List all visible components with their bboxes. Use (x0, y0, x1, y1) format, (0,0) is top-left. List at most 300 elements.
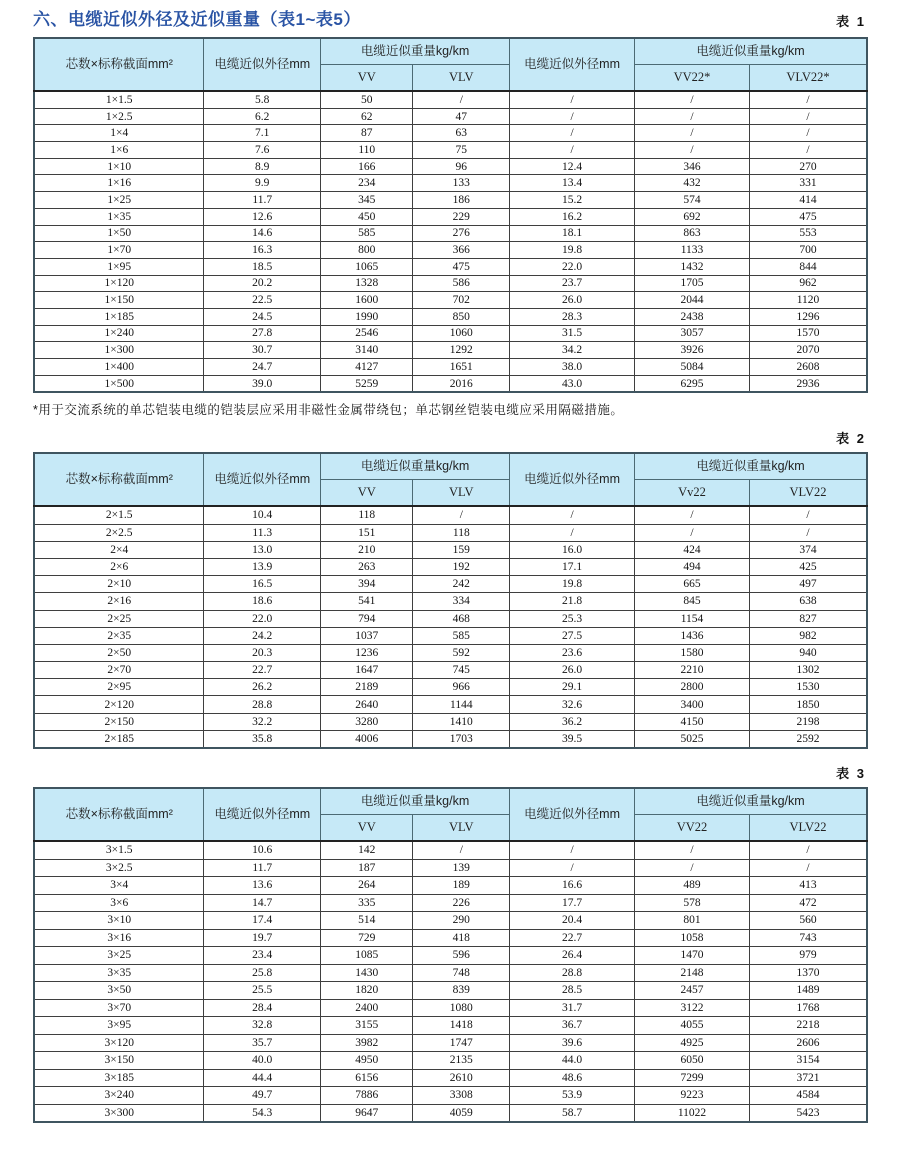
table-cell: 19.8 (510, 242, 635, 259)
table-cell: 839 (413, 982, 510, 1000)
table-cell: 18.5 (204, 258, 321, 275)
table-cell: 16.5 (204, 576, 321, 593)
table-cell: 54.3 (204, 1104, 321, 1122)
table-row (34, 108, 867, 125)
table-cell: 2×6 (34, 558, 204, 575)
table-cell: 26.0 (510, 292, 635, 309)
table-cell: 1436 (635, 627, 750, 644)
table-cell: 3122 (635, 999, 750, 1017)
table-cell: 1133 (635, 242, 750, 259)
cable-table-2 (33, 452, 868, 749)
col-subheader-vlv22: VLV22 (750, 480, 868, 507)
table-cell: / (635, 841, 750, 859)
table-cell: 3×25 (34, 947, 204, 965)
col-header-od: 电缆近似外径mm (204, 453, 321, 506)
table-cell: 2×1.5 (34, 506, 204, 524)
table-cell: 1×95 (34, 258, 204, 275)
table-cell: 2800 (635, 679, 750, 696)
table-cell: 133 (413, 175, 510, 192)
table-cell: 743 (750, 929, 868, 947)
table-cell: 39.0 (204, 375, 321, 392)
table-cell: 2546 (321, 325, 413, 342)
table-cell: 2×50 (34, 644, 204, 661)
table-cell: 31.5 (510, 325, 635, 342)
table-cell: 1430 (321, 964, 413, 982)
table-cell: 166 (321, 158, 413, 175)
table2-label-row (33, 428, 868, 448)
table-cell: 20.3 (204, 644, 321, 661)
table-row (34, 192, 867, 209)
table-cell: 394 (321, 576, 413, 593)
table-row (34, 142, 867, 159)
table-cell: 1418 (413, 1017, 510, 1035)
table-row (34, 964, 867, 982)
table-cell: 1×185 (34, 308, 204, 325)
table-cell: 3×4 (34, 877, 204, 895)
col-subheader-vlv: VLV (413, 815, 510, 842)
table-cell: 1292 (413, 342, 510, 359)
table-cell: / (510, 142, 635, 159)
table-row (34, 877, 867, 895)
table-row (34, 375, 867, 392)
title-row (33, 5, 868, 30)
table-cell: / (635, 108, 750, 125)
table-cell: 3×35 (34, 964, 204, 982)
table-cell: 982 (750, 627, 868, 644)
table-row (34, 275, 867, 292)
table-cell: 1×120 (34, 275, 204, 292)
table-cell: 1×400 (34, 359, 204, 376)
table-cell: 1647 (321, 662, 413, 679)
table-cell: 11.7 (204, 192, 321, 209)
table-cell: 702 (413, 292, 510, 309)
table-cell: 827 (750, 610, 868, 627)
table-cell: 32.2 (204, 713, 321, 730)
table-cell: 22.5 (204, 292, 321, 309)
table-cell: 9.9 (204, 175, 321, 192)
table-cell: 263 (321, 558, 413, 575)
table-cell: 374 (750, 541, 868, 558)
table-cell: 472 (750, 894, 868, 912)
table-cell: 40.0 (204, 1052, 321, 1070)
table-cell: 592 (413, 644, 510, 661)
table-cell: 1144 (413, 696, 510, 713)
col-subheader-vv: VV (321, 815, 413, 842)
table-cell: 23.6 (510, 644, 635, 661)
table3-label: 表 3 (836, 766, 866, 781)
table-cell: 7299 (635, 1069, 750, 1087)
table-cell: 1432 (635, 258, 750, 275)
table-cell: / (750, 108, 868, 125)
table-cell: 17.1 (510, 558, 635, 575)
table-cell: 24.2 (204, 627, 321, 644)
table-cell: 5.8 (204, 91, 321, 108)
table-cell: 28.3 (510, 308, 635, 325)
table-cell: 1370 (750, 964, 868, 982)
table-cell: 3×10 (34, 912, 204, 930)
table-row (34, 593, 867, 610)
cable-table-3 (33, 787, 868, 1123)
table-cell: 13.9 (204, 558, 321, 575)
table-cell: 5025 (635, 730, 750, 748)
table-cell: / (510, 125, 635, 142)
table-cell: 15.2 (510, 192, 635, 209)
table-cell: 596 (413, 947, 510, 965)
table-cell: 139 (413, 859, 510, 877)
table-cell: 979 (750, 947, 868, 965)
table-cell: / (510, 506, 635, 524)
table-cell: / (413, 91, 510, 108)
table-cell: 3×2.5 (34, 859, 204, 877)
table-cell: 3×6 (34, 894, 204, 912)
table-cell: 1768 (750, 999, 868, 1017)
table-cell: 3×50 (34, 982, 204, 1000)
table-cell: / (510, 108, 635, 125)
table-cell: 3×300 (34, 1104, 204, 1122)
table-cell: / (510, 859, 635, 877)
table-cell: / (750, 841, 868, 859)
table-cell: 22.7 (510, 929, 635, 947)
table-cell: 3721 (750, 1069, 868, 1087)
table-cell: 1×240 (34, 325, 204, 342)
table-cell: 2608 (750, 359, 868, 376)
table-row (34, 610, 867, 627)
col-subheader-vv: VV (321, 480, 413, 507)
table-cell: 47 (413, 108, 510, 125)
table-cell: / (510, 524, 635, 541)
table-cell: 1990 (321, 308, 413, 325)
table-cell: 21.8 (510, 593, 635, 610)
table-cell: 26.0 (510, 662, 635, 679)
table-row (34, 1017, 867, 1035)
table-cell: 234 (321, 175, 413, 192)
table-cell: 1×150 (34, 292, 204, 309)
table-cell: 2070 (750, 342, 868, 359)
table-cell: 1×10 (34, 158, 204, 175)
table-cell: 20.2 (204, 275, 321, 292)
table-cell: 1530 (750, 679, 868, 696)
table-cell: 334 (413, 593, 510, 610)
table-row (34, 1087, 867, 1105)
table-cell: 2610 (413, 1069, 510, 1087)
table-cell: 1296 (750, 308, 868, 325)
table-cell: 1×4 (34, 125, 204, 142)
table-cell: 8.9 (204, 158, 321, 175)
table-cell: 475 (750, 208, 868, 225)
table-cell: 1600 (321, 292, 413, 309)
cable-table-1 (33, 37, 868, 393)
table-cell: 3×16 (34, 929, 204, 947)
col-subheader-vlv: VLV (413, 480, 510, 507)
table-cell: 1058 (635, 929, 750, 947)
table-cell: 3400 (635, 696, 750, 713)
table-cell: 2189 (321, 679, 413, 696)
table-cell: 1470 (635, 947, 750, 965)
table-header (34, 38, 867, 91)
table-body (34, 506, 867, 748)
table-cell: 87 (321, 125, 413, 142)
table-cell: 39.6 (510, 1034, 635, 1052)
col-header-od: 电缆近似外径mm (204, 788, 321, 841)
table-row (34, 258, 867, 275)
table-cell: 4925 (635, 1034, 750, 1052)
table1-footnote: *用于交流系统的单芯铠装电缆的铠装层应采用非磁性金属带绕包；单芯钢丝铠装电缆应采用隔磁措施。 (33, 403, 624, 418)
col-subheader-vlv22: VLV22* (750, 65, 868, 92)
table-cell: 2×120 (34, 696, 204, 713)
table-cell: 7886 (321, 1087, 413, 1105)
table-cell: 3×150 (34, 1052, 204, 1070)
table-cell: 2210 (635, 662, 750, 679)
table-cell: 2×2.5 (34, 524, 204, 541)
table-row (34, 1052, 867, 1070)
table-cell: 48.6 (510, 1069, 635, 1087)
table-cell: 28.8 (510, 964, 635, 982)
table-cell: 16.2 (510, 208, 635, 225)
table-cell: 1×1.5 (34, 91, 204, 108)
table-cell: 6.2 (204, 108, 321, 125)
table-cell: 468 (413, 610, 510, 627)
table-cell: 850 (413, 308, 510, 325)
col-header-weight: 电缆近似重量kg/km (321, 788, 510, 815)
table-cell: 3280 (321, 713, 413, 730)
table-cell: 14.7 (204, 894, 321, 912)
col-header-weight2: 电缆近似重量kg/km (635, 453, 867, 480)
col-header-weight2: 电缆近似重量kg/km (635, 788, 867, 815)
table-cell: 19.7 (204, 929, 321, 947)
table-cell: 541 (321, 593, 413, 610)
table-cell: 2×4 (34, 541, 204, 558)
table-cell: 12.6 (204, 208, 321, 225)
table-row (34, 208, 867, 225)
table-cell: 5084 (635, 359, 750, 376)
table-row (34, 999, 867, 1017)
table-row (34, 1034, 867, 1052)
table-row (34, 662, 867, 679)
table-row (34, 524, 867, 541)
table-cell: 414 (750, 192, 868, 209)
table-cell: 9647 (321, 1104, 413, 1122)
table-cell: 497 (750, 576, 868, 593)
table-cell: 30.7 (204, 342, 321, 359)
table-cell: 2×35 (34, 627, 204, 644)
table-cell: 11.7 (204, 859, 321, 877)
table-cell: 748 (413, 964, 510, 982)
table-cell: 424 (635, 541, 750, 558)
table-row (34, 713, 867, 730)
table-row (34, 644, 867, 661)
table-cell: 23.4 (204, 947, 321, 965)
table-cell: 22.7 (204, 662, 321, 679)
table-cell: 1×25 (34, 192, 204, 209)
table-row (34, 841, 867, 859)
table-row (34, 947, 867, 965)
table-cell: 1580 (635, 644, 750, 661)
table-cell: 63 (413, 125, 510, 142)
table-cell: 43.0 (510, 375, 635, 392)
table-cell: 801 (635, 912, 750, 930)
col-header-weight: 电缆近似重量kg/km (321, 38, 510, 65)
table-cell: 14.6 (204, 225, 321, 242)
table-cell: 28.4 (204, 999, 321, 1017)
table-cell: 26.4 (510, 947, 635, 965)
table-cell: 560 (750, 912, 868, 930)
table-cell: 17.7 (510, 894, 635, 912)
table-cell: 4127 (321, 359, 413, 376)
table-cell: 118 (413, 524, 510, 541)
table-header (34, 788, 867, 841)
col-header-weight2: 电缆近似重量kg/km (635, 38, 867, 65)
table-cell: 1120 (750, 292, 868, 309)
table-cell: / (750, 142, 868, 159)
table-cell: 1651 (413, 359, 510, 376)
table-cell: 210 (321, 541, 413, 558)
table-cell: 36.7 (510, 1017, 635, 1035)
table-cell: 638 (750, 593, 868, 610)
table-cell: 2606 (750, 1034, 868, 1052)
table-cell: 110 (321, 142, 413, 159)
table-cell: 7.1 (204, 125, 321, 142)
header-row-1 (34, 788, 867, 815)
table-cell: 586 (413, 275, 510, 292)
table-cell: 34.2 (510, 342, 635, 359)
table-cell: 2218 (750, 1017, 868, 1035)
table-row (34, 558, 867, 575)
table-row (34, 982, 867, 1000)
table-cell: 44.0 (510, 1052, 635, 1070)
col-header-weight: 电缆近似重量kg/km (321, 453, 510, 480)
table-cell: 794 (321, 610, 413, 627)
table-cell: 26.2 (204, 679, 321, 696)
table-cell: / (750, 524, 868, 541)
table-cell: 24.5 (204, 308, 321, 325)
table-cell: 1820 (321, 982, 413, 1000)
table-cell: 845 (635, 593, 750, 610)
table-cell: 10.4 (204, 506, 321, 524)
table-cell: 10.6 (204, 841, 321, 859)
table-row (34, 292, 867, 309)
table-cell: 39.5 (510, 730, 635, 748)
table-cell: 53.9 (510, 1087, 635, 1105)
table-cell: 2×150 (34, 713, 204, 730)
table-cell: 335 (321, 894, 413, 912)
table-cell: / (750, 859, 868, 877)
table-cell: 3926 (635, 342, 750, 359)
col-subheader-vv: VV (321, 65, 413, 92)
table-cell: 745 (413, 662, 510, 679)
table-cell: 6295 (635, 375, 750, 392)
table-cell: 585 (321, 225, 413, 242)
table-cell: 1747 (413, 1034, 510, 1052)
table-cell: 5423 (750, 1104, 868, 1122)
table-cell: 187 (321, 859, 413, 877)
table-row (34, 125, 867, 142)
table-cell: 2×16 (34, 593, 204, 610)
table-cell: 1570 (750, 325, 868, 342)
table-cell: 226 (413, 894, 510, 912)
table-cell: 38.0 (510, 359, 635, 376)
table-cell: 27.5 (510, 627, 635, 644)
table-cell: 413 (750, 877, 868, 895)
table-cell: 62 (321, 108, 413, 125)
table-row (34, 242, 867, 259)
table-cell: 2016 (413, 375, 510, 392)
table-row (34, 627, 867, 644)
table-cell: / (510, 841, 635, 859)
table-cell: 4055 (635, 1017, 750, 1035)
table-cell: 28.8 (204, 696, 321, 713)
table-cell: 25.8 (204, 964, 321, 982)
table-cell: 142 (321, 841, 413, 859)
table-cell: 331 (750, 175, 868, 192)
table-cell: 17.4 (204, 912, 321, 930)
table-cell: 3×120 (34, 1034, 204, 1052)
table-row (34, 912, 867, 930)
table-cell: 1080 (413, 999, 510, 1017)
table-cell: 12.4 (510, 158, 635, 175)
table-cell: 578 (635, 894, 750, 912)
table-cell: 29.1 (510, 679, 635, 696)
table-cell: 2135 (413, 1052, 510, 1070)
table-cell: 11022 (635, 1104, 750, 1122)
table-cell: 1×50 (34, 225, 204, 242)
table-cell: 35.7 (204, 1034, 321, 1052)
table-cell: 3×70 (34, 999, 204, 1017)
table-cell: 2400 (321, 999, 413, 1017)
table-cell: 940 (750, 644, 868, 661)
table-row (34, 225, 867, 242)
table-cell: / (635, 506, 750, 524)
table-cell: 18.1 (510, 225, 635, 242)
table-row (34, 308, 867, 325)
table-cell: 3154 (750, 1052, 868, 1070)
table-cell: 3×240 (34, 1087, 204, 1105)
table-row (34, 158, 867, 175)
table-cell: 1850 (750, 696, 868, 713)
table-cell: 16.3 (204, 242, 321, 259)
table-cell: 346 (635, 158, 750, 175)
table-cell: 665 (635, 576, 750, 593)
table-cell: 3155 (321, 1017, 413, 1035)
table-cell: 700 (750, 242, 868, 259)
table-cell: 1060 (413, 325, 510, 342)
table-cell: / (750, 125, 868, 142)
table-cell: 20.4 (510, 912, 635, 930)
table-cell: 229 (413, 208, 510, 225)
table-row (34, 679, 867, 696)
table-cell: 1065 (321, 258, 413, 275)
table-cell: 2457 (635, 982, 750, 1000)
table-cell: 418 (413, 929, 510, 947)
table-cell: 16.6 (510, 877, 635, 895)
table-cell: 50 (321, 91, 413, 108)
table-cell: 1236 (321, 644, 413, 661)
table-cell: 863 (635, 225, 750, 242)
table-cell: 23.7 (510, 275, 635, 292)
table-cell: 1328 (321, 275, 413, 292)
table-cell: 6156 (321, 1069, 413, 1087)
table-cell: 425 (750, 558, 868, 575)
table-cell: 2640 (321, 696, 413, 713)
table-cell: 75 (413, 142, 510, 159)
table-cell: 6050 (635, 1052, 750, 1070)
table-cell: 553 (750, 225, 868, 242)
table-cell: 475 (413, 258, 510, 275)
table-cell: 1×300 (34, 342, 204, 359)
table-cell: 2×185 (34, 730, 204, 748)
table-cell: 432 (635, 175, 750, 192)
table-cell: 2×95 (34, 679, 204, 696)
table-cell: 36.2 (510, 713, 635, 730)
